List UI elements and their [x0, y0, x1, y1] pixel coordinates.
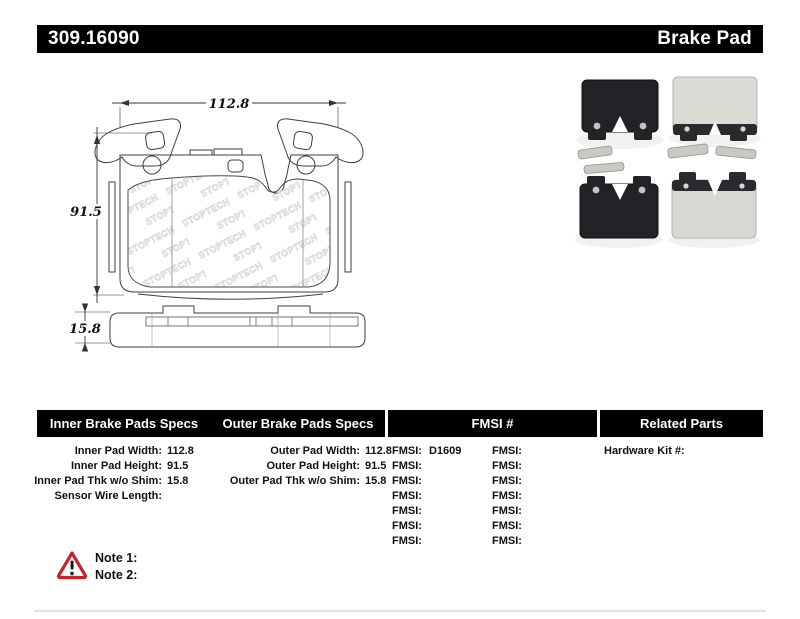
inner-specs-column [34, 444, 194, 504]
table-header-fmsi: FMSI # [388, 410, 597, 437]
fmsi-column-1 [392, 444, 461, 549]
fmsi-row: FMSI: [492, 490, 522, 502]
fmsi-row: FMSI: [392, 505, 422, 517]
fmsi-column-2 [492, 444, 529, 549]
brake-pad-technical-drawing [40, 85, 380, 370]
fmsi-row: FMSI: [392, 490, 422, 502]
fmsi-row: FMSI: [492, 445, 522, 457]
spec-row: Outer Pad Height: 91.5 [266, 460, 387, 472]
warning-icon [56, 550, 88, 580]
outer-specs-column [208, 444, 392, 489]
fmsi-row: FMSI: [392, 475, 422, 487]
table-header-related-parts: Related Parts [600, 410, 763, 437]
photo-pad-back-top [582, 80, 658, 140]
photo-pad-friction-top [673, 77, 757, 141]
product-photo [570, 72, 770, 252]
fmsi-row: FMSI: [392, 535, 422, 547]
table-header-inner-specs: Inner Brake Pads Specs [49, 416, 199, 431]
related-parts-column [604, 444, 690, 459]
photo-pad-friction-bottom [672, 172, 756, 238]
spec-row: Inner Pad Height: 91.5 [70, 460, 189, 472]
fmsi-row: FMSI: [392, 460, 422, 472]
photo-pad-back-bottom [580, 176, 658, 238]
page-title: Brake Pad [657, 28, 752, 49]
fmsi-row: FMSI: [492, 475, 522, 487]
width-dimension-label: 112.8 [208, 97, 250, 112]
note-line: Note 2: [95, 568, 138, 582]
spec-row: Sensor Wire Length: [54, 490, 162, 502]
fmsi-row: FMSI: [492, 505, 522, 517]
side-view [110, 306, 365, 347]
page-bottom-rule [34, 610, 766, 612]
table-header-outer-specs: Outer Brake Pads Specs [222, 416, 374, 431]
spec-row: Inner Pad Thk w/o Shim: 15.8 [34, 475, 189, 487]
part-number: 309.16090 [48, 28, 140, 49]
thickness-dimension-label: 15.8 [69, 322, 101, 337]
fmsi-row: FMSI: D1609 [392, 445, 462, 457]
spec-row: Outer Pad Width: 112.8 [270, 445, 392, 457]
note-line: Note 1: [95, 551, 138, 565]
height-dimension-label: 91.5 [70, 205, 102, 220]
table-header-specs [37, 410, 385, 437]
spec-row: Inner Pad Width: 112.8 [74, 445, 194, 457]
related-part-row: Hardware Kit #: [604, 445, 685, 457]
hardware-clips [578, 144, 757, 174]
fmsi-row: FMSI: [492, 520, 522, 532]
notes-block [95, 550, 137, 584]
fmsi-row: FMSI: [492, 460, 522, 472]
fmsi-row: FMSI: [492, 535, 522, 547]
fmsi-row: FMSI: [392, 520, 422, 532]
spec-row: Outer Pad Thk w/o Shim: 15.8 [229, 475, 387, 487]
header-bar [37, 25, 763, 53]
front-view [95, 119, 363, 299]
